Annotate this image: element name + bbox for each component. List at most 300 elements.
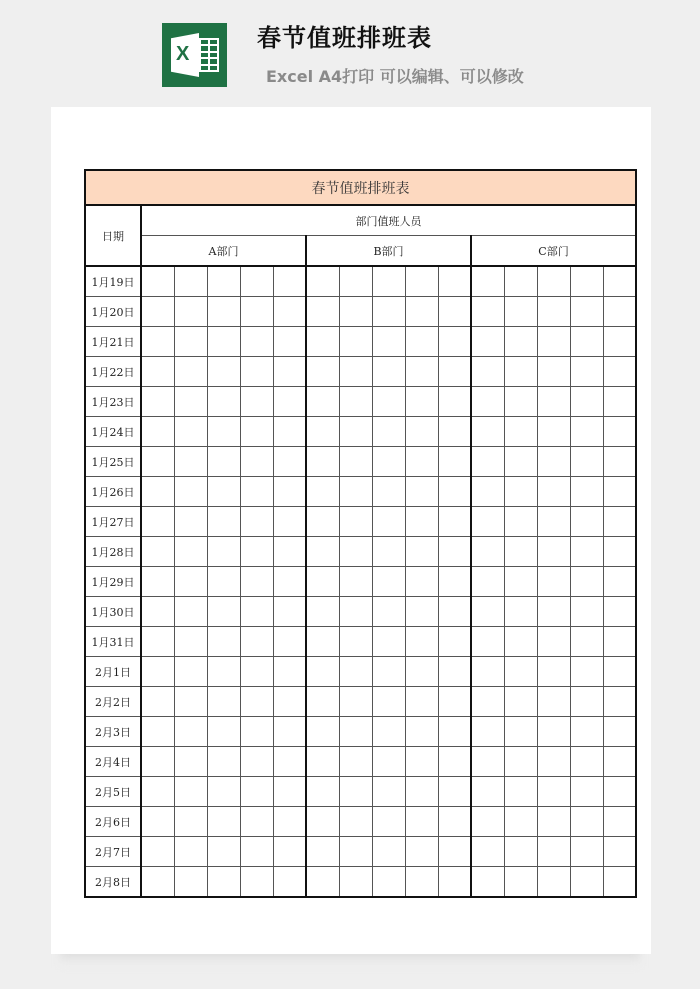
staff-cell[interactable] xyxy=(141,417,174,447)
staff-cell[interactable] xyxy=(537,777,570,807)
staff-cell[interactable] xyxy=(273,357,306,387)
staff-cell[interactable] xyxy=(603,777,636,807)
staff-cell[interactable] xyxy=(537,867,570,898)
staff-cell[interactable] xyxy=(372,387,405,417)
staff-cell[interactable] xyxy=(603,807,636,837)
staff-cell[interactable] xyxy=(339,747,372,777)
staff-cell[interactable] xyxy=(306,747,339,777)
staff-cell[interactable] xyxy=(471,627,504,657)
staff-cell[interactable] xyxy=(537,477,570,507)
staff-cell[interactable] xyxy=(405,597,438,627)
staff-cell[interactable] xyxy=(603,297,636,327)
staff-cell[interactable] xyxy=(174,657,207,687)
staff-cell[interactable] xyxy=(339,357,372,387)
staff-cell[interactable] xyxy=(372,357,405,387)
staff-cell[interactable] xyxy=(273,717,306,747)
staff-cell[interactable] xyxy=(372,597,405,627)
staff-cell[interactable] xyxy=(174,266,207,297)
staff-cell[interactable] xyxy=(240,537,273,567)
staff-cell[interactable] xyxy=(273,387,306,417)
staff-cell[interactable] xyxy=(537,357,570,387)
staff-cell[interactable] xyxy=(273,747,306,777)
staff-cell[interactable] xyxy=(537,687,570,717)
staff-cell[interactable] xyxy=(141,387,174,417)
staff-cell[interactable] xyxy=(570,447,603,477)
staff-cell[interactable] xyxy=(306,627,339,657)
staff-cell[interactable] xyxy=(471,417,504,447)
staff-cell[interactable] xyxy=(339,867,372,898)
staff-cell[interactable] xyxy=(240,297,273,327)
staff-cell[interactable] xyxy=(570,567,603,597)
staff-cell[interactable] xyxy=(603,417,636,447)
staff-cell[interactable] xyxy=(405,627,438,657)
staff-cell[interactable] xyxy=(141,327,174,357)
staff-cell[interactable] xyxy=(240,807,273,837)
staff-cell[interactable] xyxy=(207,747,240,777)
staff-cell[interactable] xyxy=(570,717,603,747)
staff-cell[interactable] xyxy=(372,867,405,898)
staff-cell[interactable] xyxy=(570,627,603,657)
staff-cell[interactable] xyxy=(207,507,240,537)
staff-cell[interactable] xyxy=(438,777,471,807)
staff-cell[interactable] xyxy=(603,687,636,717)
staff-cell[interactable] xyxy=(471,747,504,777)
staff-cell[interactable] xyxy=(603,747,636,777)
staff-cell[interactable] xyxy=(174,867,207,898)
staff-cell[interactable] xyxy=(405,717,438,747)
staff-cell[interactable] xyxy=(141,657,174,687)
staff-cell[interactable] xyxy=(240,687,273,717)
staff-cell[interactable] xyxy=(504,597,537,627)
staff-cell[interactable] xyxy=(306,807,339,837)
staff-cell[interactable] xyxy=(603,867,636,898)
staff-cell[interactable] xyxy=(240,357,273,387)
staff-cell[interactable] xyxy=(174,387,207,417)
staff-cell[interactable] xyxy=(141,447,174,477)
staff-cell[interactable] xyxy=(174,297,207,327)
staff-cell[interactable] xyxy=(306,507,339,537)
staff-cell[interactable] xyxy=(471,777,504,807)
staff-cell[interactable] xyxy=(174,537,207,567)
staff-cell[interactable] xyxy=(405,477,438,507)
staff-cell[interactable] xyxy=(174,777,207,807)
staff-cell[interactable] xyxy=(537,507,570,537)
staff-cell[interactable] xyxy=(438,567,471,597)
staff-cell[interactable] xyxy=(174,507,207,537)
staff-cell[interactable] xyxy=(471,477,504,507)
staff-cell[interactable] xyxy=(405,266,438,297)
staff-cell[interactable] xyxy=(240,627,273,657)
staff-cell[interactable] xyxy=(537,447,570,477)
staff-cell[interactable] xyxy=(273,837,306,867)
staff-cell[interactable] xyxy=(405,807,438,837)
staff-cell[interactable] xyxy=(471,687,504,717)
staff-cell[interactable] xyxy=(339,687,372,717)
staff-cell[interactable] xyxy=(141,807,174,837)
staff-cell[interactable] xyxy=(141,537,174,567)
staff-cell[interactable] xyxy=(141,597,174,627)
staff-cell[interactable] xyxy=(570,417,603,447)
staff-cell[interactable] xyxy=(405,567,438,597)
staff-cell[interactable] xyxy=(438,687,471,717)
staff-cell[interactable] xyxy=(537,417,570,447)
staff-cell[interactable] xyxy=(273,627,306,657)
staff-cell[interactable] xyxy=(603,357,636,387)
staff-cell[interactable] xyxy=(603,266,636,297)
staff-cell[interactable] xyxy=(504,717,537,747)
staff-cell[interactable] xyxy=(372,627,405,657)
staff-cell[interactable] xyxy=(174,447,207,477)
staff-cell[interactable] xyxy=(603,447,636,477)
staff-cell[interactable] xyxy=(405,507,438,537)
staff-cell[interactable] xyxy=(438,627,471,657)
staff-cell[interactable] xyxy=(174,477,207,507)
staff-cell[interactable] xyxy=(306,717,339,747)
staff-cell[interactable] xyxy=(570,537,603,567)
staff-cell[interactable] xyxy=(273,537,306,567)
staff-cell[interactable] xyxy=(504,687,537,717)
staff-cell[interactable] xyxy=(603,597,636,627)
staff-cell[interactable] xyxy=(339,837,372,867)
staff-cell[interactable] xyxy=(504,387,537,417)
staff-cell[interactable] xyxy=(207,266,240,297)
staff-cell[interactable] xyxy=(438,357,471,387)
staff-cell[interactable] xyxy=(471,327,504,357)
staff-cell[interactable] xyxy=(603,657,636,687)
staff-cell[interactable] xyxy=(240,507,273,537)
staff-cell[interactable] xyxy=(570,867,603,898)
staff-cell[interactable] xyxy=(207,567,240,597)
staff-cell[interactable] xyxy=(504,357,537,387)
staff-cell[interactable] xyxy=(174,567,207,597)
staff-cell[interactable] xyxy=(240,717,273,747)
staff-cell[interactable] xyxy=(306,777,339,807)
staff-cell[interactable] xyxy=(537,747,570,777)
staff-cell[interactable] xyxy=(438,747,471,777)
staff-cell[interactable] xyxy=(537,627,570,657)
staff-cell[interactable] xyxy=(537,387,570,417)
staff-cell[interactable] xyxy=(273,597,306,627)
staff-cell[interactable] xyxy=(207,477,240,507)
staff-cell[interactable] xyxy=(504,297,537,327)
staff-cell[interactable] xyxy=(141,266,174,297)
staff-cell[interactable] xyxy=(141,357,174,387)
staff-cell[interactable] xyxy=(570,687,603,717)
staff-cell[interactable] xyxy=(438,807,471,837)
staff-cell[interactable] xyxy=(273,297,306,327)
staff-cell[interactable] xyxy=(504,867,537,898)
staff-cell[interactable] xyxy=(141,567,174,597)
staff-cell[interactable] xyxy=(240,417,273,447)
staff-cell[interactable] xyxy=(339,417,372,447)
staff-cell[interactable] xyxy=(405,837,438,867)
staff-cell[interactable] xyxy=(570,357,603,387)
staff-cell[interactable] xyxy=(273,657,306,687)
staff-cell[interactable] xyxy=(174,807,207,837)
staff-cell[interactable] xyxy=(405,657,438,687)
staff-cell[interactable] xyxy=(174,717,207,747)
staff-cell[interactable] xyxy=(240,387,273,417)
staff-cell[interactable] xyxy=(240,597,273,627)
staff-cell[interactable] xyxy=(570,597,603,627)
staff-cell[interactable] xyxy=(207,627,240,657)
staff-cell[interactable] xyxy=(273,567,306,597)
staff-cell[interactable] xyxy=(207,447,240,477)
staff-cell[interactable] xyxy=(339,777,372,807)
staff-cell[interactable] xyxy=(504,807,537,837)
staff-cell[interactable] xyxy=(174,747,207,777)
staff-cell[interactable] xyxy=(207,837,240,867)
staff-cell[interactable] xyxy=(174,327,207,357)
staff-cell[interactable] xyxy=(306,867,339,898)
staff-cell[interactable] xyxy=(570,477,603,507)
staff-cell[interactable] xyxy=(570,327,603,357)
staff-cell[interactable] xyxy=(603,507,636,537)
staff-cell[interactable] xyxy=(240,266,273,297)
staff-cell[interactable] xyxy=(603,627,636,657)
staff-cell[interactable] xyxy=(537,657,570,687)
staff-cell[interactable] xyxy=(306,567,339,597)
staff-cell[interactable] xyxy=(570,507,603,537)
staff-cell[interactable] xyxy=(339,807,372,837)
staff-cell[interactable] xyxy=(438,266,471,297)
staff-cell[interactable] xyxy=(372,687,405,717)
staff-cell[interactable] xyxy=(471,837,504,867)
staff-cell[interactable] xyxy=(174,837,207,867)
staff-cell[interactable] xyxy=(603,837,636,867)
staff-cell[interactable] xyxy=(537,327,570,357)
staff-cell[interactable] xyxy=(504,747,537,777)
staff-cell[interactable] xyxy=(471,537,504,567)
staff-cell[interactable] xyxy=(570,266,603,297)
staff-cell[interactable] xyxy=(306,657,339,687)
staff-cell[interactable] xyxy=(438,387,471,417)
staff-cell[interactable] xyxy=(240,567,273,597)
staff-cell[interactable] xyxy=(207,357,240,387)
staff-cell[interactable] xyxy=(207,387,240,417)
staff-cell[interactable] xyxy=(207,597,240,627)
staff-cell[interactable] xyxy=(372,477,405,507)
staff-cell[interactable] xyxy=(207,537,240,567)
staff-cell[interactable] xyxy=(438,297,471,327)
staff-cell[interactable] xyxy=(405,687,438,717)
staff-cell[interactable] xyxy=(306,357,339,387)
staff-cell[interactable] xyxy=(471,387,504,417)
staff-cell[interactable] xyxy=(273,417,306,447)
staff-cell[interactable] xyxy=(207,417,240,447)
staff-cell[interactable] xyxy=(273,507,306,537)
staff-cell[interactable] xyxy=(537,597,570,627)
staff-cell[interactable] xyxy=(207,807,240,837)
staff-cell[interactable] xyxy=(273,687,306,717)
staff-cell[interactable] xyxy=(504,627,537,657)
staff-cell[interactable] xyxy=(141,717,174,747)
staff-cell[interactable] xyxy=(306,266,339,297)
staff-cell[interactable] xyxy=(603,567,636,597)
staff-cell[interactable] xyxy=(471,657,504,687)
staff-cell[interactable] xyxy=(141,687,174,717)
staff-cell[interactable] xyxy=(570,387,603,417)
staff-cell[interactable] xyxy=(306,477,339,507)
staff-cell[interactable] xyxy=(174,597,207,627)
staff-cell[interactable] xyxy=(141,477,174,507)
staff-cell[interactable] xyxy=(405,747,438,777)
staff-cell[interactable] xyxy=(207,687,240,717)
staff-cell[interactable] xyxy=(438,597,471,627)
staff-cell[interactable] xyxy=(141,867,174,898)
staff-cell[interactable] xyxy=(372,567,405,597)
staff-cell[interactable] xyxy=(405,327,438,357)
staff-cell[interactable] xyxy=(207,327,240,357)
staff-cell[interactable] xyxy=(405,387,438,417)
staff-cell[interactable] xyxy=(405,297,438,327)
staff-cell[interactable] xyxy=(372,747,405,777)
staff-cell[interactable] xyxy=(471,597,504,627)
staff-cell[interactable] xyxy=(603,717,636,747)
staff-cell[interactable] xyxy=(240,867,273,898)
staff-cell[interactable] xyxy=(570,777,603,807)
staff-cell[interactable] xyxy=(339,627,372,657)
staff-cell[interactable] xyxy=(372,447,405,477)
staff-cell[interactable] xyxy=(240,837,273,867)
staff-cell[interactable] xyxy=(438,477,471,507)
staff-cell[interactable] xyxy=(273,266,306,297)
staff-cell[interactable] xyxy=(405,777,438,807)
staff-cell[interactable] xyxy=(405,867,438,898)
staff-cell[interactable] xyxy=(174,627,207,657)
staff-cell[interactable] xyxy=(339,537,372,567)
staff-cell[interactable] xyxy=(438,537,471,567)
staff-cell[interactable] xyxy=(306,387,339,417)
staff-cell[interactable] xyxy=(141,297,174,327)
staff-cell[interactable] xyxy=(504,417,537,447)
staff-cell[interactable] xyxy=(141,627,174,657)
staff-cell[interactable] xyxy=(372,537,405,567)
staff-cell[interactable] xyxy=(339,717,372,747)
staff-cell[interactable] xyxy=(471,567,504,597)
staff-cell[interactable] xyxy=(306,327,339,357)
staff-cell[interactable] xyxy=(504,327,537,357)
staff-cell[interactable] xyxy=(537,717,570,747)
staff-cell[interactable] xyxy=(504,537,537,567)
staff-cell[interactable] xyxy=(339,327,372,357)
staff-cell[interactable] xyxy=(207,717,240,747)
staff-cell[interactable] xyxy=(570,297,603,327)
staff-cell[interactable] xyxy=(141,507,174,537)
staff-cell[interactable] xyxy=(372,717,405,747)
staff-cell[interactable] xyxy=(207,657,240,687)
staff-cell[interactable] xyxy=(240,777,273,807)
staff-cell[interactable] xyxy=(339,447,372,477)
staff-cell[interactable] xyxy=(471,717,504,747)
staff-cell[interactable] xyxy=(174,357,207,387)
staff-cell[interactable] xyxy=(537,807,570,837)
staff-cell[interactable] xyxy=(405,417,438,447)
staff-cell[interactable] xyxy=(339,477,372,507)
staff-cell[interactable] xyxy=(471,507,504,537)
staff-cell[interactable] xyxy=(174,417,207,447)
staff-cell[interactable] xyxy=(438,717,471,747)
staff-cell[interactable] xyxy=(339,266,372,297)
staff-cell[interactable] xyxy=(504,477,537,507)
staff-cell[interactable] xyxy=(372,266,405,297)
staff-cell[interactable] xyxy=(504,507,537,537)
staff-cell[interactable] xyxy=(306,297,339,327)
staff-cell[interactable] xyxy=(537,537,570,567)
staff-cell[interactable] xyxy=(240,657,273,687)
staff-cell[interactable] xyxy=(306,417,339,447)
staff-cell[interactable] xyxy=(273,327,306,357)
staff-cell[interactable] xyxy=(471,357,504,387)
staff-cell[interactable] xyxy=(141,837,174,867)
staff-cell[interactable] xyxy=(141,747,174,777)
staff-cell[interactable] xyxy=(471,297,504,327)
staff-cell[interactable] xyxy=(603,327,636,357)
staff-cell[interactable] xyxy=(306,447,339,477)
staff-cell[interactable] xyxy=(504,777,537,807)
staff-cell[interactable] xyxy=(504,567,537,597)
staff-cell[interactable] xyxy=(273,867,306,898)
staff-cell[interactable] xyxy=(603,387,636,417)
staff-cell[interactable] xyxy=(141,777,174,807)
staff-cell[interactable] xyxy=(372,777,405,807)
staff-cell[interactable] xyxy=(504,837,537,867)
staff-cell[interactable] xyxy=(405,357,438,387)
staff-cell[interactable] xyxy=(240,447,273,477)
staff-cell[interactable] xyxy=(339,597,372,627)
staff-cell[interactable] xyxy=(537,567,570,597)
staff-cell[interactable] xyxy=(306,837,339,867)
staff-cell[interactable] xyxy=(570,657,603,687)
staff-cell[interactable] xyxy=(339,507,372,537)
staff-cell[interactable] xyxy=(372,837,405,867)
staff-cell[interactable] xyxy=(537,837,570,867)
staff-cell[interactable] xyxy=(372,807,405,837)
staff-cell[interactable] xyxy=(372,417,405,447)
staff-cell[interactable] xyxy=(240,477,273,507)
staff-cell[interactable] xyxy=(207,297,240,327)
staff-cell[interactable] xyxy=(603,477,636,507)
staff-cell[interactable] xyxy=(207,867,240,898)
staff-cell[interactable] xyxy=(372,507,405,537)
staff-cell[interactable] xyxy=(504,657,537,687)
staff-cell[interactable] xyxy=(174,687,207,717)
staff-cell[interactable] xyxy=(537,266,570,297)
staff-cell[interactable] xyxy=(438,867,471,898)
staff-cell[interactable] xyxy=(240,747,273,777)
staff-cell[interactable] xyxy=(471,447,504,477)
staff-cell[interactable] xyxy=(570,837,603,867)
staff-cell[interactable] xyxy=(273,447,306,477)
staff-cell[interactable] xyxy=(339,297,372,327)
staff-cell[interactable] xyxy=(570,747,603,777)
staff-cell[interactable] xyxy=(405,447,438,477)
staff-cell[interactable] xyxy=(240,327,273,357)
staff-cell[interactable] xyxy=(339,387,372,417)
staff-cell[interactable] xyxy=(339,567,372,597)
staff-cell[interactable] xyxy=(438,327,471,357)
staff-cell[interactable] xyxy=(372,657,405,687)
staff-cell[interactable] xyxy=(372,297,405,327)
staff-cell[interactable] xyxy=(306,597,339,627)
staff-cell[interactable] xyxy=(471,867,504,898)
staff-cell[interactable] xyxy=(273,807,306,837)
staff-cell[interactable] xyxy=(537,297,570,327)
staff-cell[interactable] xyxy=(273,777,306,807)
staff-cell[interactable] xyxy=(504,266,537,297)
staff-cell[interactable] xyxy=(438,507,471,537)
staff-cell[interactable] xyxy=(471,266,504,297)
